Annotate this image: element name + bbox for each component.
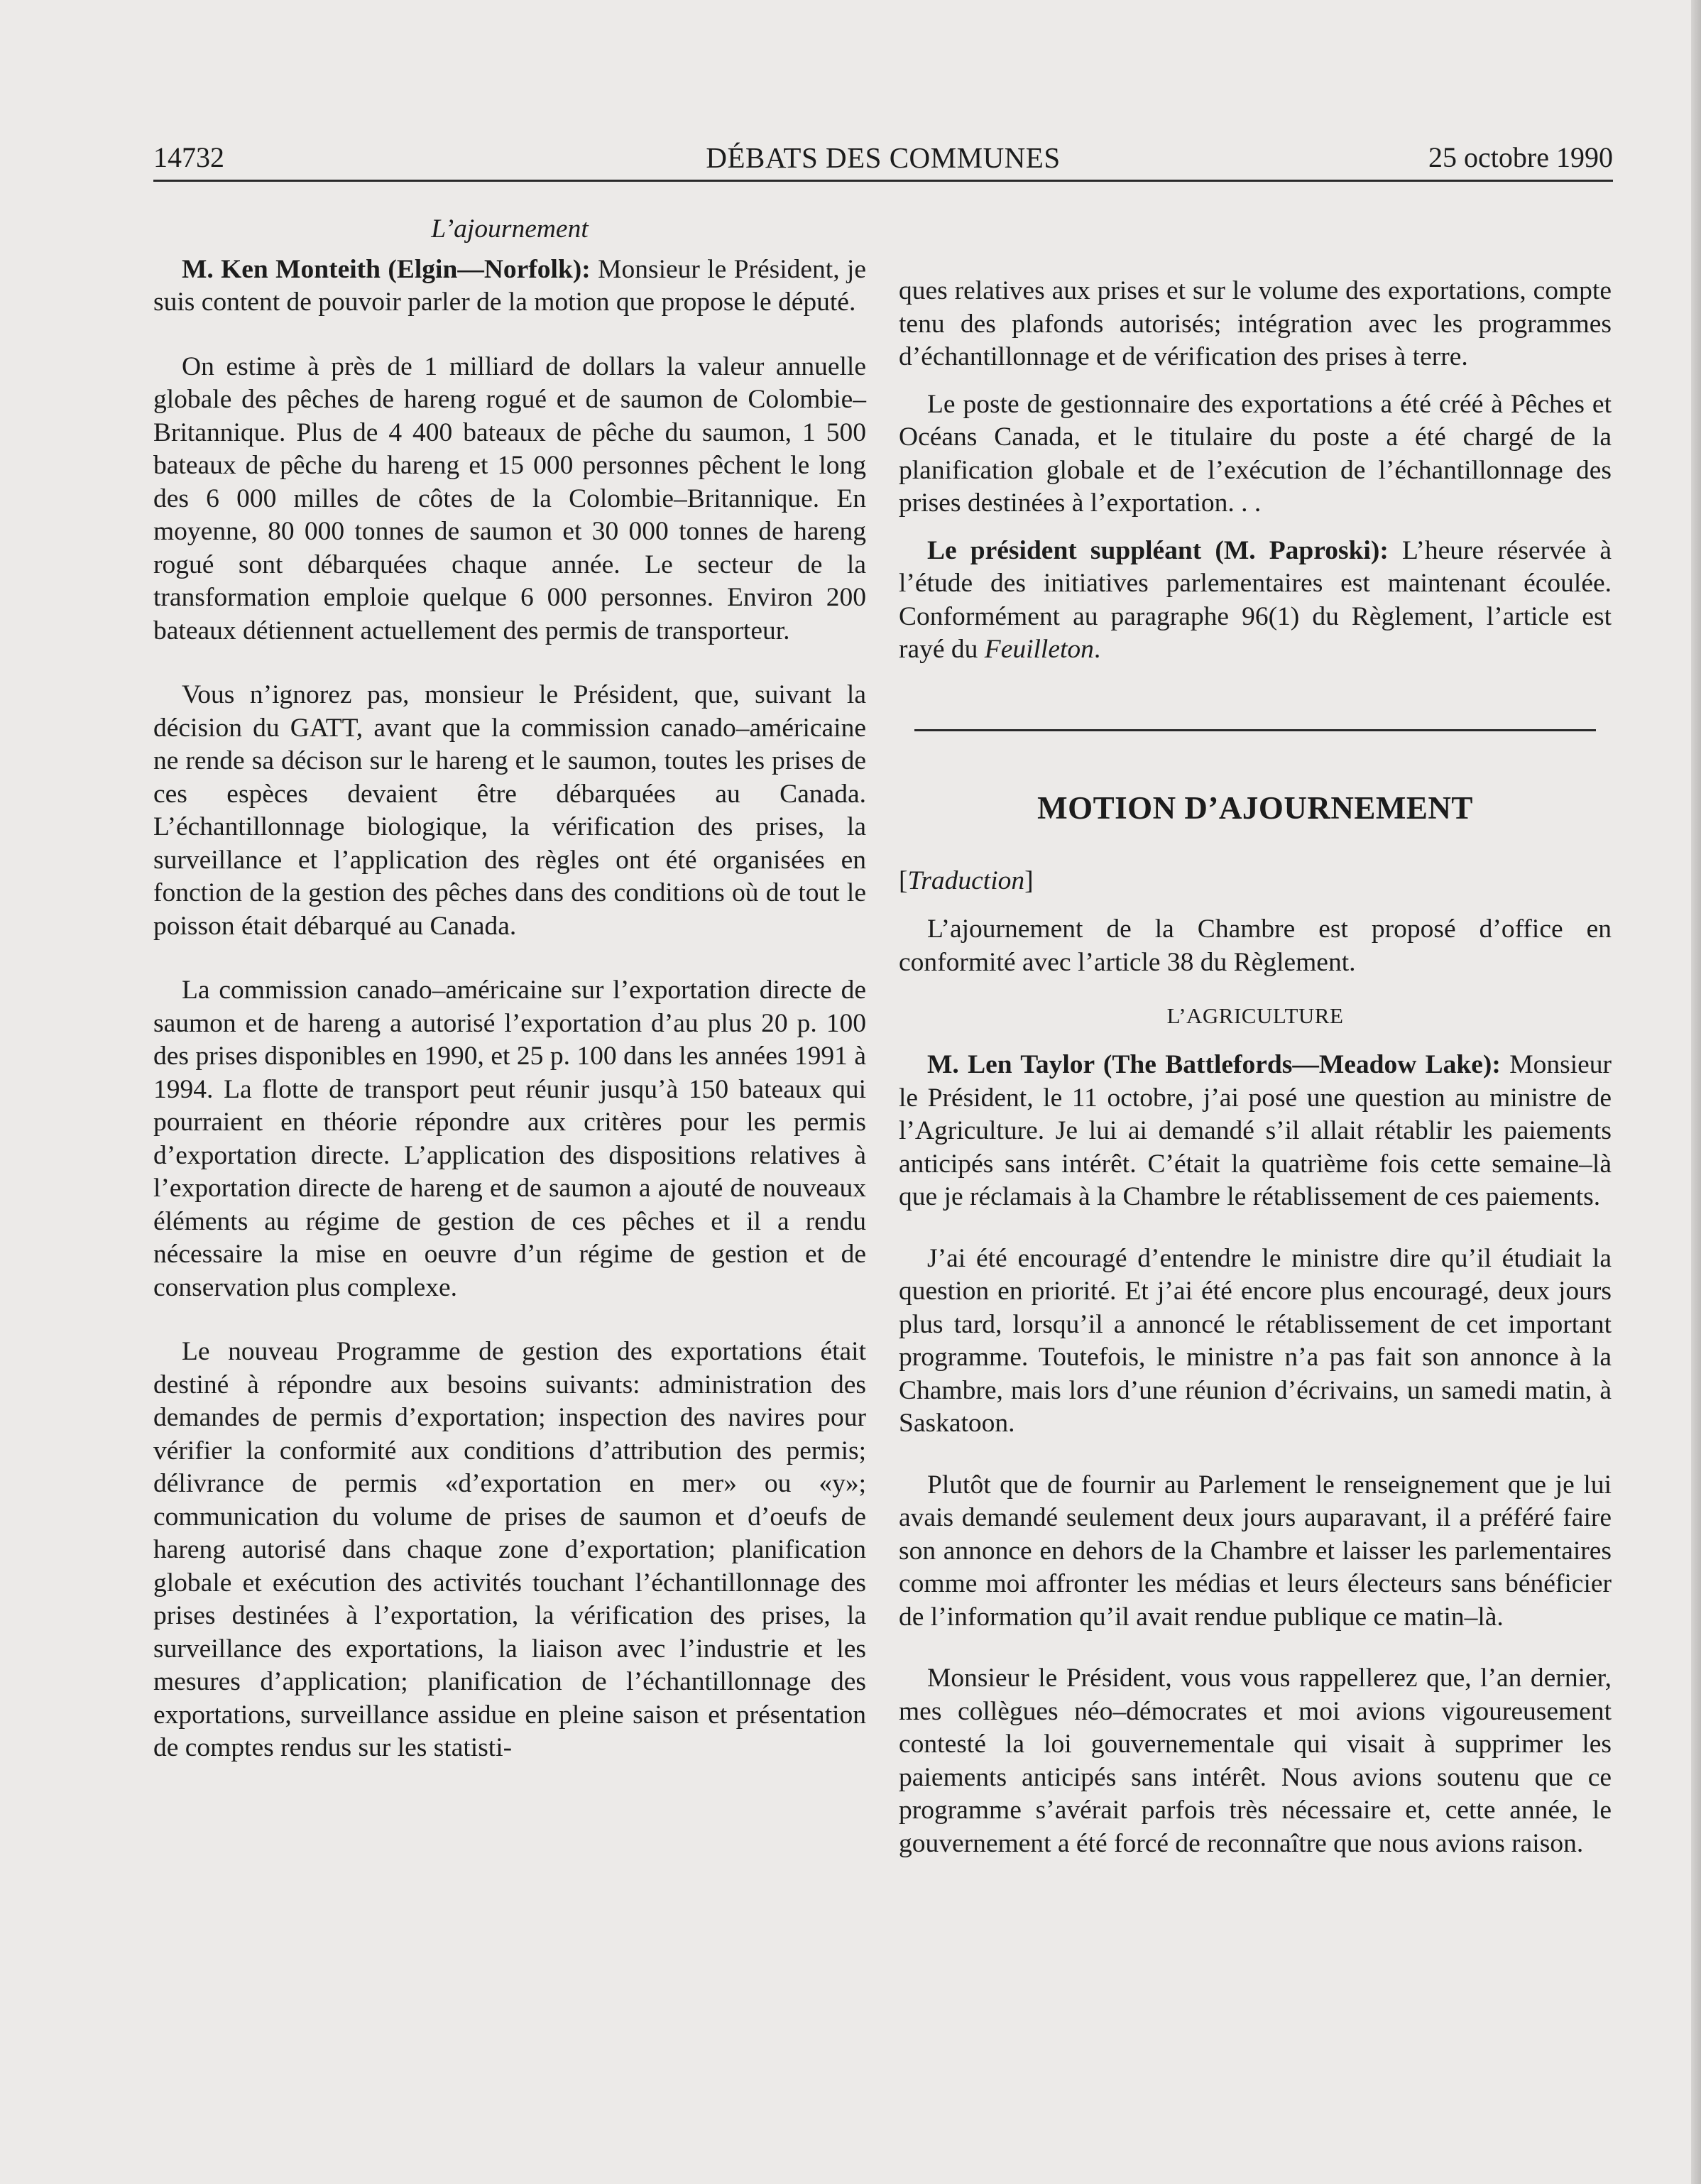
translation-label: Traduction bbox=[907, 866, 1025, 895]
feuilleton-italic: Feuilleton bbox=[984, 635, 1094, 664]
paragraph: Le nouveau Programme de gestion des exportations était destiné à répondre aux besoins suivants: administration des demandes de permis d’exportation; inspection des navires pour vérifier la conformité aux conditions d’attribution des permis; délivrance de permis «d’exportation en mer» ou «y»; communication du volume de prises de saumon et d’oeufs de hareng autorisé dans chaque zone d’exportation; planification globale et exécution des activités touchant l’échantillonnage des prises destinées à l’exportation, la vérification des prises, la surveillance des exportations, la liaison avec l’industrie et les mesures d’application; planification de l’échantillonnage des exportations, surveillance assidue en pleine saison et présentation de comptes rendus sur les statisti- bbox=[153, 1337, 866, 1762]
scan-edge-shadow bbox=[1691, 0, 1701, 2184]
translation-note bbox=[899, 865, 1612, 898]
left-column bbox=[153, 213, 866, 1765]
section-heading: L’ajournement bbox=[431, 214, 589, 244]
paragraph: L’ajournement de la Chambre est proposé d’office en conformité avec l’article 38 du Règlement. bbox=[899, 914, 1612, 977]
speaker-name: M. Ken Monteith (Elgin—Norfolk): bbox=[182, 254, 591, 284]
paragraph: Monsieur le Président, vous vous rappellerez que, l’an dernier, mes collègues néo–démocrates et moi avions vigoureusement contesté la loi gouvernementale qui visait à supprimer les paiements anticipés sans intérêt. Nous avions soutenu que ce programme s’avérait parfois très nécessaire et, cette année, le gouvernement a été forcé de reconnaître que nous avions raison. bbox=[899, 1664, 1612, 1858]
paragraph-paproski bbox=[899, 535, 1612, 667]
speech-text: Monsieur le Président, je suis content de pouvoir parler de la motion que propose le député. bbox=[153, 254, 866, 317]
motion-title: MOTION D’AJOURNEMENT bbox=[1037, 790, 1473, 826]
publication-title: DÉBATS DES COMMUNES bbox=[706, 141, 1061, 174]
speech-text: L’heure réservée à l’étude des initiatives parlementaires est maintenant écoulée. Conformément au paragraphe 96(1) du Règlement, l’article est rayé du bbox=[899, 535, 1612, 664]
right-column bbox=[899, 275, 1612, 1860]
page-number: 14732 bbox=[153, 141, 224, 173]
paragraph-taylor bbox=[899, 1049, 1612, 1214]
paragraph: Plutôt que de fournir au Parlement le renseignement que je lui avais demandé seulement deux jours auparavant, il a préféré faire son annonce en dehors de la Chambre et laisser les parlementaires comme moi affronter les médias et leurs électeurs sans bénéficier de l’information qu’il avait rendue publique ce matin–là. bbox=[899, 1470, 1612, 1632]
paragraph-monteith bbox=[153, 253, 866, 320]
paragraph: On estime à près de 1 milliard de dollars la valeur annuelle globale des pêches de hareng rogué et de saumon de Colombie–Britannique. Plus de 4 400 bateaux de pêche du saumon, 1 500 bateaux de pêche du hareng et 15 000 personnes pêchent le long des 6 000 milles de côtes de la Colombie–Britannique. En moyenne, 80 000 tonnes de saumon et 30 000 tonnes de hareng rogué sont débarquées chaque année. Le secteur de la transformation emploie quelque 6 000 personnes. Environ 200 bateaux détiennent actuellement des permis de transporteur. bbox=[153, 351, 866, 645]
speech-text: Monsieur le Président, le 11 octobre, j’ai posé une question au ministre de l’Agriculture. Je lui ai demandé s’il allait rétablir les paiements anticipés sans intérêt. C’était la quatrième fois cette semaine–là que je réclamais à la Chambre le rétablissement de ces paiements. bbox=[899, 1050, 1612, 1211]
paragraph: J’ai été encouragé d’entendre le ministre dire qu’il étudiait la question en priorité. Et j’ai été encore plus encouragé, deux jours plus tard, lorsqu’il a annoncé le rétablissement de cet important programme. Toutefois, le ministre n’a pas fait son annonce à la Chambre, mais lors d’une réunion d’écrivains, un samedi matin, à Saskatoon. bbox=[899, 1243, 1612, 1438]
bracket-close: ] bbox=[1024, 866, 1034, 895]
bracket-open: [ bbox=[899, 866, 908, 895]
paragraph-continued: ques relatives aux prises et sur le volume des exportations, compte tenu des plafonds autorisés; intégration avec les programmes d’échantillonnage et de vérification des prises à terre. bbox=[899, 276, 1612, 371]
speaker-name: Le président suppléant (M. Paproski): bbox=[927, 535, 1389, 565]
paragraph: Vous n’ignorez pas, monsieur le Président, que, suivant la décision du GATT, avant que la commission canado–américaine ne rende sa décison sur le hareng et le saumon, toutes les prises de ces espèces devaient être débarquées au Canada. L’échantillonnage biologique, la vérification des prises, la surveillance et l’application des règles ont été organisées en fonction de la gestion des pêches dans des conditions où de tout le poisson était débarqué au Canada. bbox=[153, 680, 866, 941]
paragraph: Le poste de gestionnaire des exportations a été créé à Pêches et Océans Canada, et le titulaire du poste a été chargé de la planification globale et de l’exécution de l’échantillonnage des prises destinées à l’exportation. . . bbox=[899, 389, 1612, 518]
header-rule bbox=[153, 180, 1613, 182]
page-header bbox=[153, 136, 1613, 179]
paragraph: La commission canado–américaine sur l’exportation directe de saumon et de hareng a autorisé l’exportation d’au plus 20 p. 100 des prises disponibles en 1990, et 25 p. 100 dans les années 1991 à 1994. La flotte de transport peut réunir jusqu’à 150 bateaux qui pourraient en théorie répondre aux critères pour les permis d’exportation directe. L’application des dispositions relatives à l’exportation directe de hareng et de saumon a ajouté de nouveaux éléments au régime de gestion de ces pêches et il a rendu nécessaire la mise en oeuvre d’un régime de gestion et de conservation plus complexe. bbox=[153, 976, 866, 1302]
publication-date: 25 octobre 1990 bbox=[1428, 141, 1613, 173]
speech-end: . bbox=[1093, 635, 1101, 664]
speaker-name: M. Len Taylor (The Battlefords—Meadow Lake): bbox=[927, 1050, 1501, 1079]
subheading-agriculture: L’AGRICULTURE bbox=[1166, 1003, 1344, 1028]
